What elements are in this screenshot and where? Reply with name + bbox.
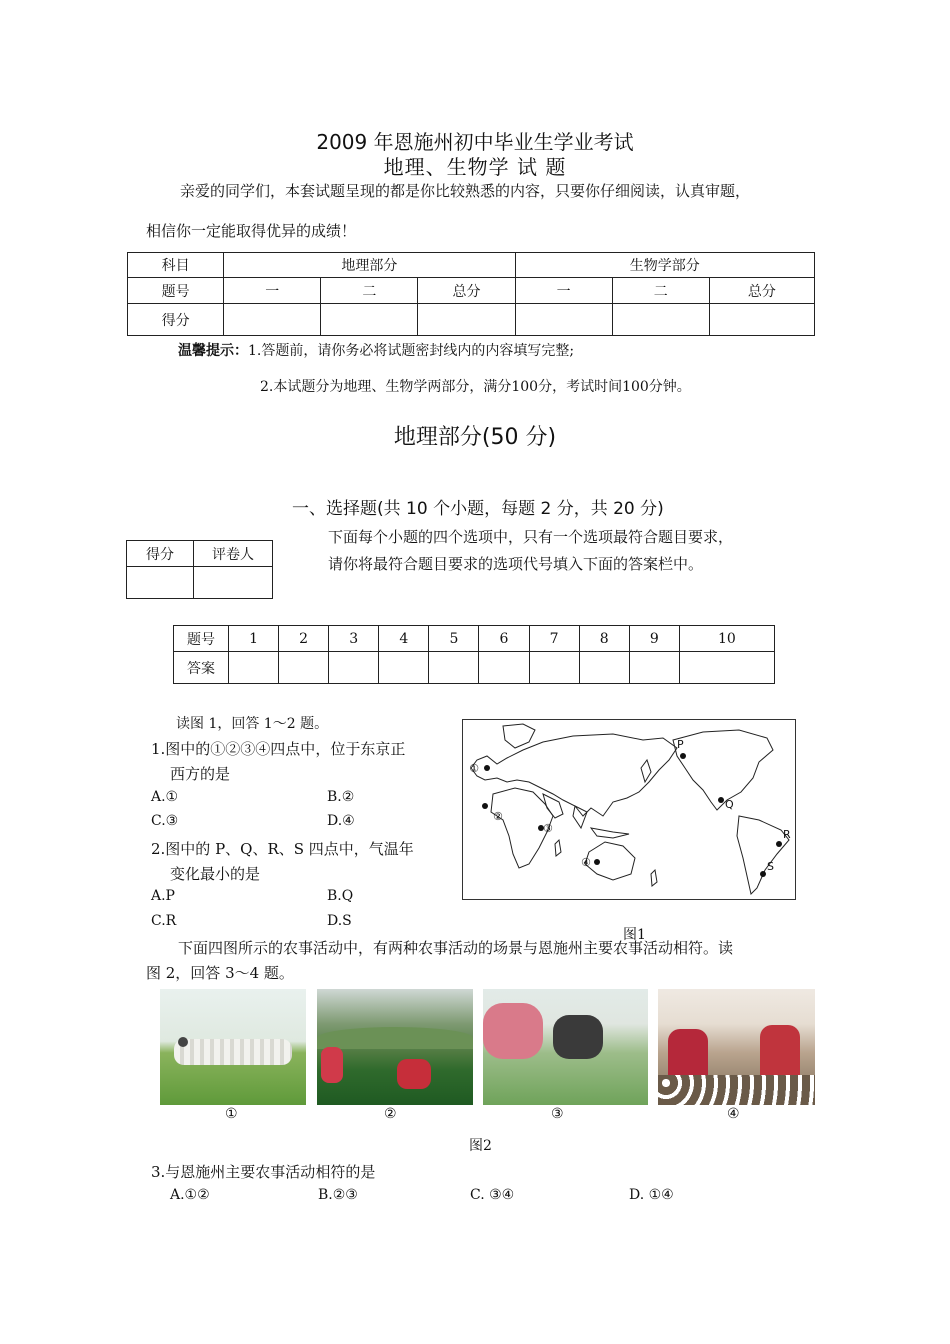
score-cell[interactable] [515, 304, 612, 336]
madagascar-outline [555, 840, 561, 856]
answer-cell[interactable] [529, 652, 579, 684]
q2-option-c[interactable]: C.R [151, 913, 177, 929]
answer-table-num: 9 [629, 626, 679, 652]
answer-table [173, 625, 775, 684]
photo-3-caption: ③ [551, 1106, 564, 1122]
point-2-dot [482, 803, 488, 809]
grader-score-cell[interactable] [127, 567, 194, 599]
japan-outline [641, 760, 651, 782]
point-r-dot [776, 841, 782, 847]
score-table-bio-part2: 二 [612, 278, 709, 304]
map-label-p: P [677, 738, 684, 751]
fig2-caption: 图2 [469, 1138, 492, 1154]
photo-cotton-picking [658, 989, 815, 1105]
answer-table-num: 6 [479, 626, 529, 652]
score-table-geo-part1: 一 [224, 278, 321, 304]
answer-table-num: 2 [279, 626, 329, 652]
photo-grazing-sheep [160, 989, 306, 1105]
tips-label: 温馨提示： [178, 343, 248, 359]
india-outline [573, 806, 587, 828]
answer-table-num: 10 [679, 626, 774, 652]
grader-name-cell[interactable] [194, 567, 273, 599]
fig1-caption: 图1 [623, 927, 646, 943]
answer-table-answer-label: 答案 [174, 652, 229, 684]
grader-name-label: 评卷人 [194, 541, 273, 567]
q1-option-d[interactable]: D.④ [327, 813, 355, 829]
score-table-qnum-label: 题号 [128, 278, 224, 304]
answer-cell[interactable] [579, 652, 629, 684]
q2-option-b[interactable]: B.Q [327, 888, 354, 904]
greenland-outline [503, 724, 535, 748]
exam-title: 2009 年恩施州初中毕业生学业考试 [316, 130, 634, 154]
q2-line-1: 2.图中的 P、Q、R、S 四点中，气温年 [151, 840, 414, 858]
part1-instruction-1: 下面每个小题的四个选项中，只有一个选项最符合题目要求， [328, 528, 734, 546]
answer-cell[interactable] [679, 652, 774, 684]
world-map-figure [462, 719, 796, 900]
answer-cell[interactable] [279, 652, 329, 684]
map-label-r: R [783, 828, 791, 841]
score-cell[interactable] [321, 304, 418, 336]
answer-table-qnum-label: 题号 [174, 626, 229, 652]
map-label-s: S [767, 860, 774, 873]
point-s-dot [760, 871, 766, 877]
score-cell[interactable] [612, 304, 709, 336]
q1-option-b[interactable]: B.② [327, 789, 355, 805]
answer-cell[interactable] [479, 652, 529, 684]
tip-2: 2.本试题分为地理、生物学两部分，满分100分，考试时间100分钟。 [260, 379, 691, 395]
answer-table-num: 7 [529, 626, 579, 652]
answer-table-num: 4 [379, 626, 429, 652]
photo-1-caption: ① [225, 1106, 238, 1122]
answer-cell[interactable] [429, 652, 479, 684]
fig2-intro-line-1: 下面四图所示的农事活动中，有两种农事活动的场景与恩施州主要农事活动相符。读 [178, 939, 734, 957]
score-table-score-label: 得分 [128, 304, 224, 336]
q3-option-d[interactable]: D. ①④ [629, 1187, 674, 1203]
score-cell[interactable] [418, 304, 515, 336]
score-table-geo-part2: 二 [321, 278, 418, 304]
south-america-outline [737, 816, 789, 894]
map-label-4: ④ [581, 856, 591, 869]
part1-instruction-2: 请你将最符合题目要求的选项代号填入下面的答案栏中。 [328, 555, 704, 573]
q3-option-b[interactable]: B.②③ [318, 1187, 358, 1203]
intro-line-2: 相信你一定能取得优异的成绩！ [146, 222, 357, 240]
grader-score-label: 得分 [127, 541, 194, 567]
q1-option-c[interactable]: C.③ [151, 813, 179, 829]
tip-1: 1.答题前，请你务必将试题密封线内的内容填写完整; [248, 343, 575, 359]
point-p-dot [680, 753, 686, 759]
answer-cell[interactable] [229, 652, 279, 684]
point-q-dot [718, 797, 724, 803]
score-table-geo-total: 总分 [418, 278, 515, 304]
q2-line-2: 变化最小的是 [170, 865, 261, 883]
score-table [127, 252, 815, 336]
photo-4-caption: ④ [727, 1106, 740, 1122]
answer-cell[interactable] [379, 652, 429, 684]
score-table-bio-part1: 一 [515, 278, 612, 304]
intro-line-1: 亲爱的同学们，本套试题呈现的都是你比较熟悉的内容，只要你仔细阅读，认真审题， [180, 182, 751, 200]
q2-option-d[interactable]: D.S [327, 913, 352, 929]
map-label-1: ① [469, 762, 479, 775]
new-zealand-outline [651, 870, 657, 886]
q1-option-a[interactable]: A.① [151, 789, 179, 805]
answer-cell[interactable] [329, 652, 379, 684]
section-title: 地理部分(50 分) [393, 425, 557, 450]
map-label-2: ② [493, 810, 503, 823]
q1-line-1: 1.图中的①②③④四点中，位于东京正 [151, 740, 406, 758]
eurasia-outline [471, 734, 677, 816]
photo-2-caption: ② [384, 1106, 397, 1122]
q3-option-c[interactable]: C. ③④ [470, 1187, 515, 1203]
score-table-bio-total: 总分 [709, 278, 814, 304]
part1-title: 一、选择题(共 10 个小题，每题 2 分，共 20 分) [292, 499, 664, 519]
answer-table-num: 8 [579, 626, 629, 652]
world-map-svg [463, 720, 795, 899]
grader-box [126, 540, 273, 599]
q2-option-a[interactable]: A.P [151, 888, 175, 904]
q1-line-2: 西方的是 [170, 765, 231, 783]
q3-text: 3.与恩施州主要农事活动相符的是 [151, 1163, 376, 1181]
photo-rice-transplanting [483, 989, 648, 1105]
read-fig1-instruction: 读图 1，回答 1～2 题。 [176, 716, 329, 732]
photo-tea-picking [317, 989, 473, 1105]
score-cell[interactable] [709, 304, 814, 336]
score-table-geography: 地理部分 [224, 253, 515, 278]
australia-outline [585, 842, 635, 880]
score-cell[interactable] [224, 304, 321, 336]
point-4-dot [594, 859, 600, 865]
exam-subtitle: 地理、生物学 试 题 [383, 155, 567, 179]
answer-cell[interactable] [629, 652, 679, 684]
answer-table-num: 3 [329, 626, 379, 652]
map-label-q: Q [725, 798, 734, 811]
fig2-intro-line-2: 图 2，回答 3～4 题。 [146, 964, 294, 982]
score-table-biology: 生物学部分 [515, 253, 814, 278]
answer-table-num: 1 [229, 626, 279, 652]
tips-line-1 [178, 340, 574, 360]
answer-table-num: 5 [429, 626, 479, 652]
q3-option-a[interactable]: A.①② [170, 1187, 210, 1203]
score-table-subject-label: 科目 [128, 253, 224, 278]
indonesia-outline [591, 828, 629, 838]
map-label-3: ③ [543, 822, 553, 835]
point-1-dot [484, 765, 490, 771]
